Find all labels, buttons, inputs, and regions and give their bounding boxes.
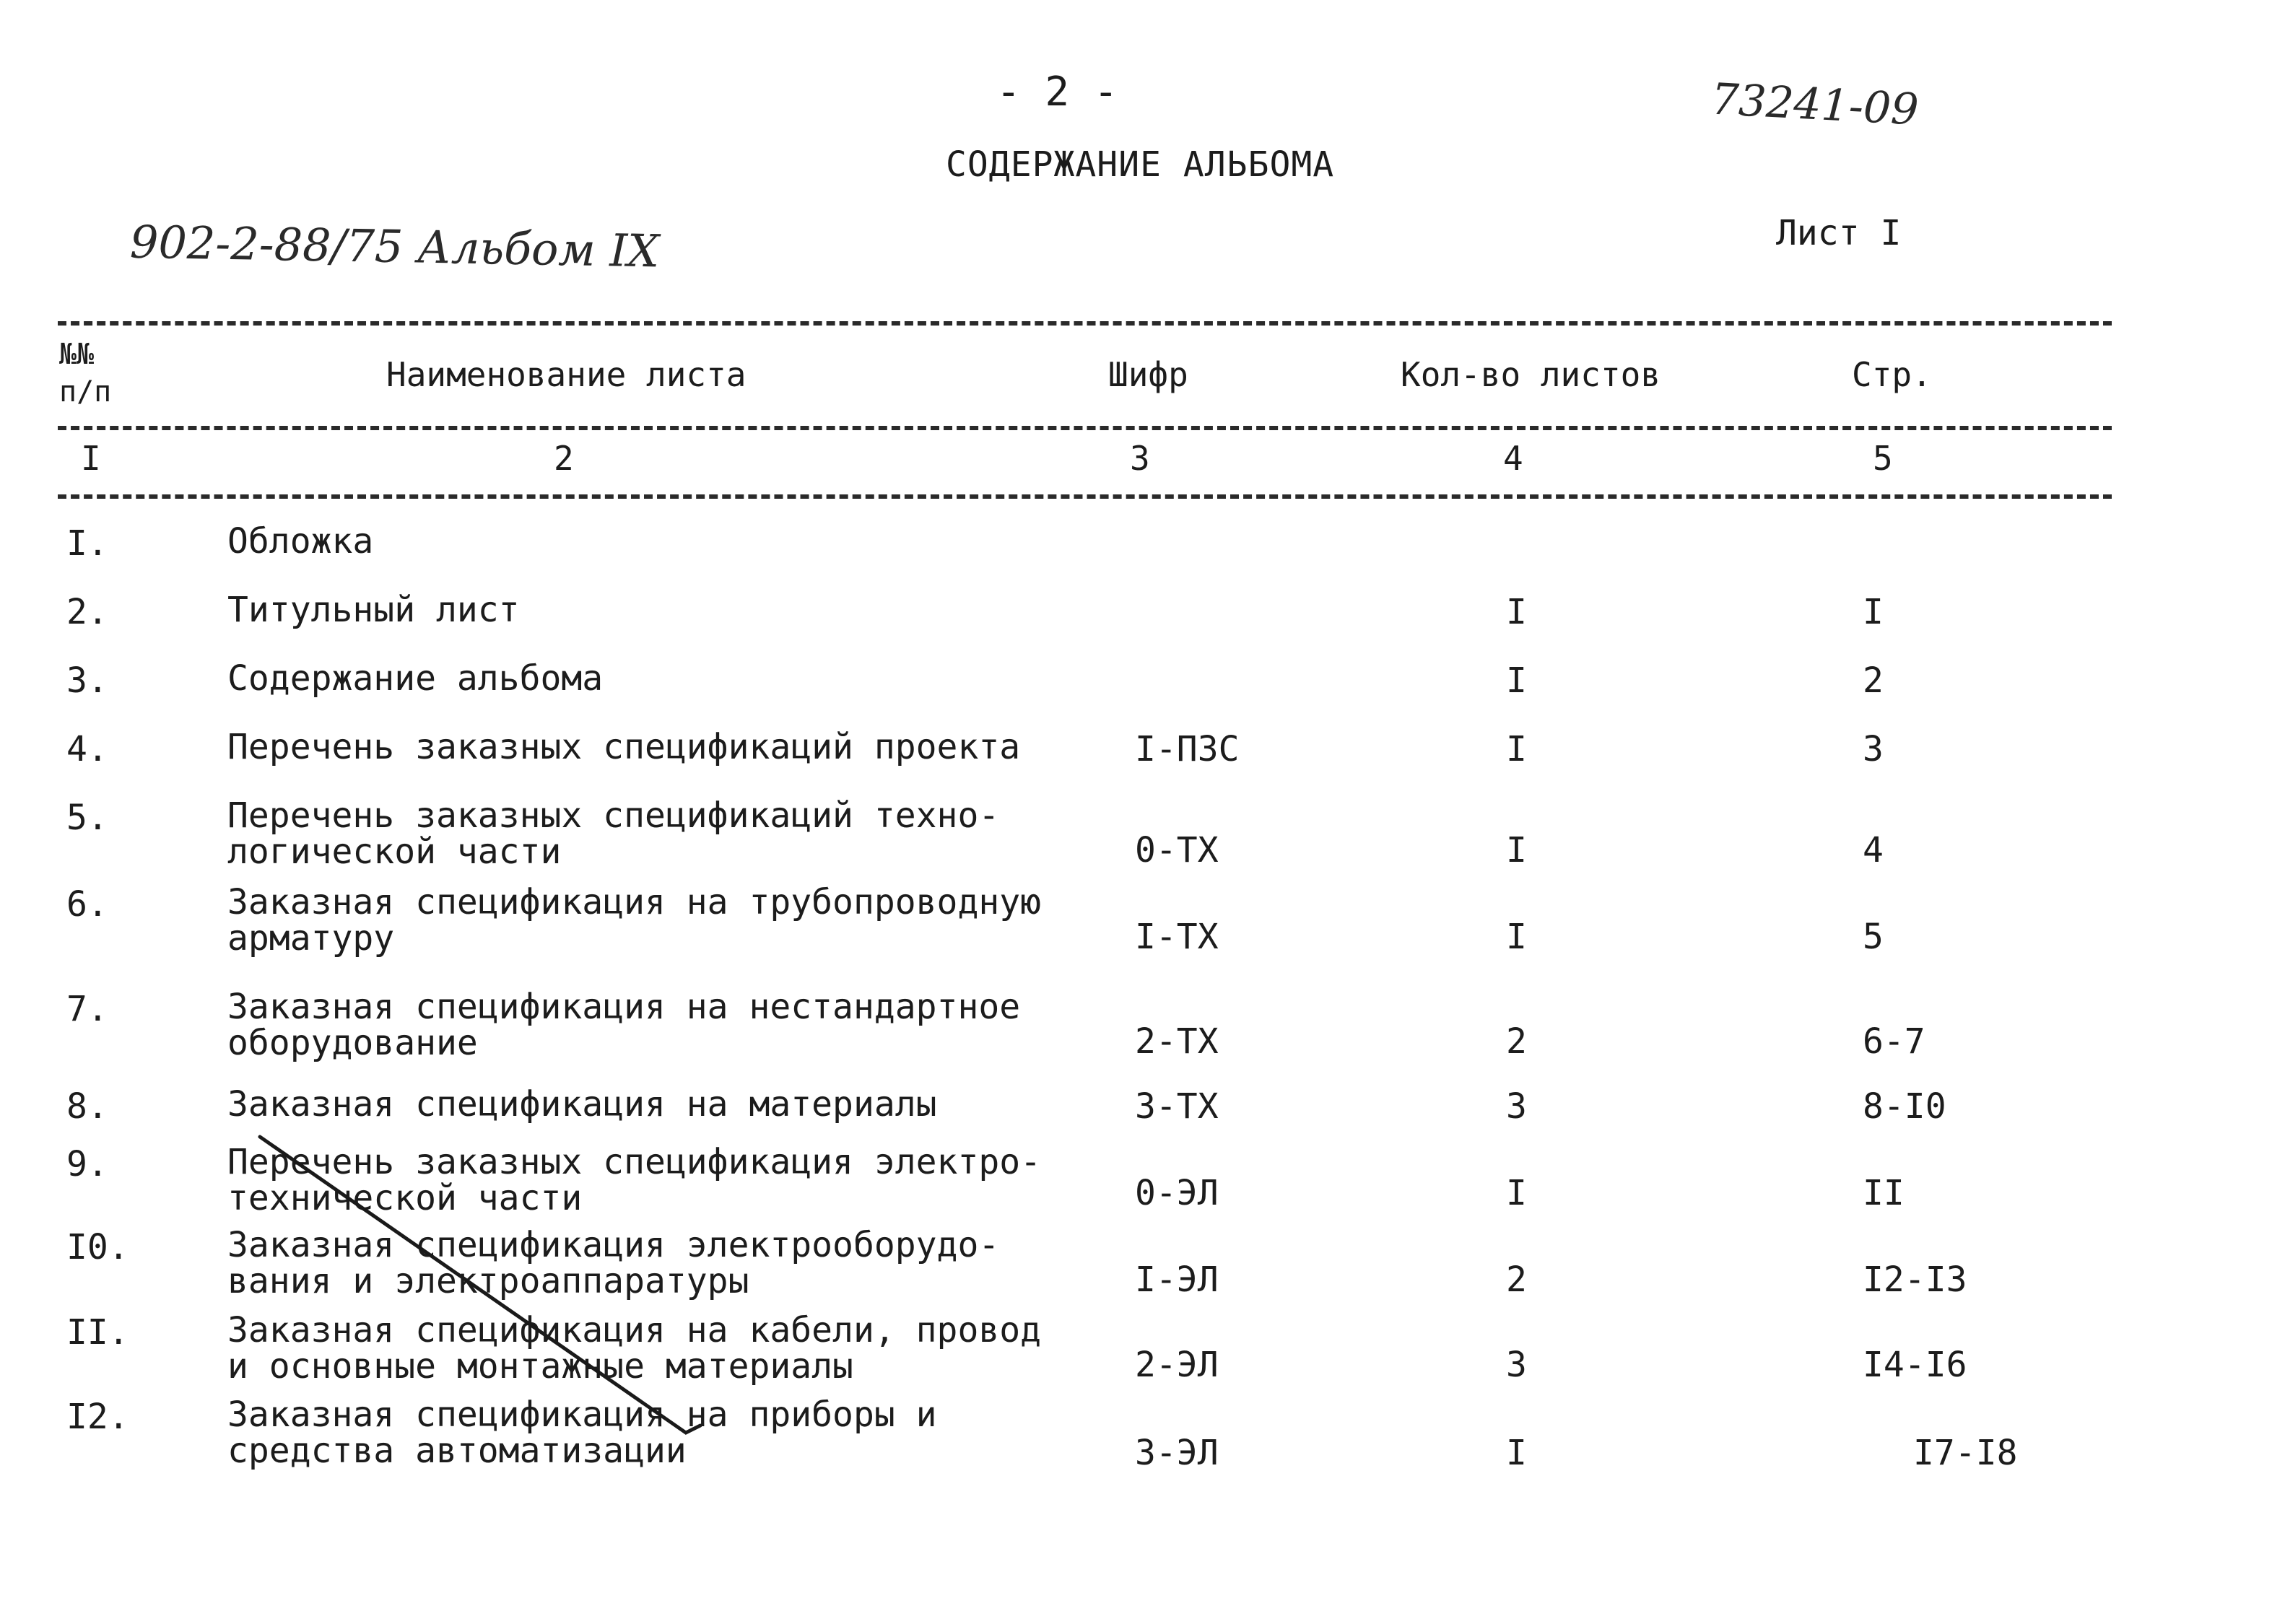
row-pages: 2 <box>1863 660 1884 701</box>
row-code: I-ПЗС <box>1135 729 1240 769</box>
row-number: II. <box>66 1312 129 1353</box>
row-code: 0-ТХ <box>1135 830 1219 870</box>
column-numbers-rule <box>58 494 2112 499</box>
row-number: 9. <box>66 1144 108 1184</box>
column-header-pages: Стр. <box>1852 355 1932 394</box>
row-name: Перечень заказных спецификация электро- технической части <box>227 1142 1042 1218</box>
header-bottom-rule <box>58 426 2112 430</box>
row-number: I. <box>66 523 108 564</box>
row-count: I <box>1506 917 1527 957</box>
row-pages: 5 <box>1863 917 1884 957</box>
row-name: Титульный лист <box>227 590 520 630</box>
row-code: I-ЭЛ <box>1135 1260 1219 1300</box>
row-number: 2. <box>66 592 108 632</box>
row-pages: 6-7 <box>1863 1021 1925 1062</box>
row-number: I0. <box>66 1227 129 1267</box>
row-code: 2-ТХ <box>1135 1021 1219 1062</box>
row-pages: I <box>1863 592 1884 632</box>
row-name: Содержание альбома <box>227 658 604 699</box>
sheet-label: Лист I <box>1776 213 1902 253</box>
row-count: I <box>1506 660 1527 701</box>
row-count: I <box>1506 729 1527 769</box>
row-code: I-ТХ <box>1135 917 1219 957</box>
column-header-code: Шифр <box>1108 355 1188 394</box>
row-pages: I2-I3 <box>1863 1260 1967 1300</box>
row-number: 8. <box>66 1086 108 1127</box>
row-name: Обложка <box>227 521 374 562</box>
row-number: I2. <box>66 1397 129 1437</box>
column-header-count: Кол-во листов <box>1401 355 1661 394</box>
row-pages: I7-I8 <box>1913 1433 2018 1473</box>
row-code: 0-ЭЛ <box>1135 1173 1219 1213</box>
column-number-1: I <box>81 439 101 478</box>
row-name: Перечень заказных спецификаций проекта <box>227 727 1021 767</box>
row-count: 2 <box>1506 1021 1527 1062</box>
column-header-name: Наименование листа <box>386 355 747 394</box>
row-number: 4. <box>66 729 108 769</box>
row-pages: 4 <box>1863 830 1884 870</box>
column-number-5: 5 <box>1873 439 1893 478</box>
album-code: 902-2-88/75 Альбом IX <box>129 215 660 278</box>
row-number: 6. <box>66 884 108 925</box>
row-pages: 3 <box>1863 729 1884 769</box>
row-count: 3 <box>1506 1086 1527 1127</box>
row-count: 3 <box>1506 1345 1527 1385</box>
row-code: 3-ЭЛ <box>1135 1433 1219 1473</box>
column-number-3: 3 <box>1130 439 1150 478</box>
row-number: 3. <box>66 660 108 701</box>
row-number: 5. <box>66 798 108 838</box>
row-count: I <box>1506 1173 1527 1213</box>
row-pages: I4-I6 <box>1863 1345 1967 1385</box>
row-name: Перечень заказных спецификаций техно- логической части <box>227 795 1000 872</box>
row-name: Заказная спецификация на трубопроводную арматуру <box>227 882 1042 959</box>
row-name: Заказная спецификация на кабели, провод и основные монтажные материалы <box>227 1310 1042 1387</box>
column-header-num: №№ п/п <box>59 338 112 409</box>
row-code: 3-ТХ <box>1135 1086 1219 1127</box>
document-title: СОДЕРЖАНИЕ АЛЬБОМА <box>946 144 1335 185</box>
row-number: 7. <box>66 989 108 1029</box>
row-count: I <box>1506 1433 1527 1473</box>
row-code: 2-ЭЛ <box>1135 1345 1219 1385</box>
row-count: I <box>1506 830 1527 870</box>
row-count: I <box>1506 592 1527 632</box>
row-name: Заказная спецификация на нестандартное оборудование <box>227 987 1021 1063</box>
column-number-2: 2 <box>554 439 574 478</box>
row-count: 2 <box>1506 1260 1527 1300</box>
row-pages: 8-I0 <box>1863 1086 1946 1127</box>
row-name: Заказная спецификация на приборы и средства автоматизации <box>227 1394 937 1471</box>
handwritten-document-number: 73241-09 <box>1710 74 1920 136</box>
column-number-4: 4 <box>1503 439 1523 478</box>
page-number: - 2 - <box>996 69 1118 115</box>
table-top-rule <box>58 321 2112 326</box>
row-pages: II <box>1863 1173 1905 1213</box>
row-name: Заказная спецификация на материалы <box>227 1084 937 1125</box>
row-name: Заказная спецификация электрооборудо- вания и электроаппаратуры <box>227 1225 1000 1301</box>
